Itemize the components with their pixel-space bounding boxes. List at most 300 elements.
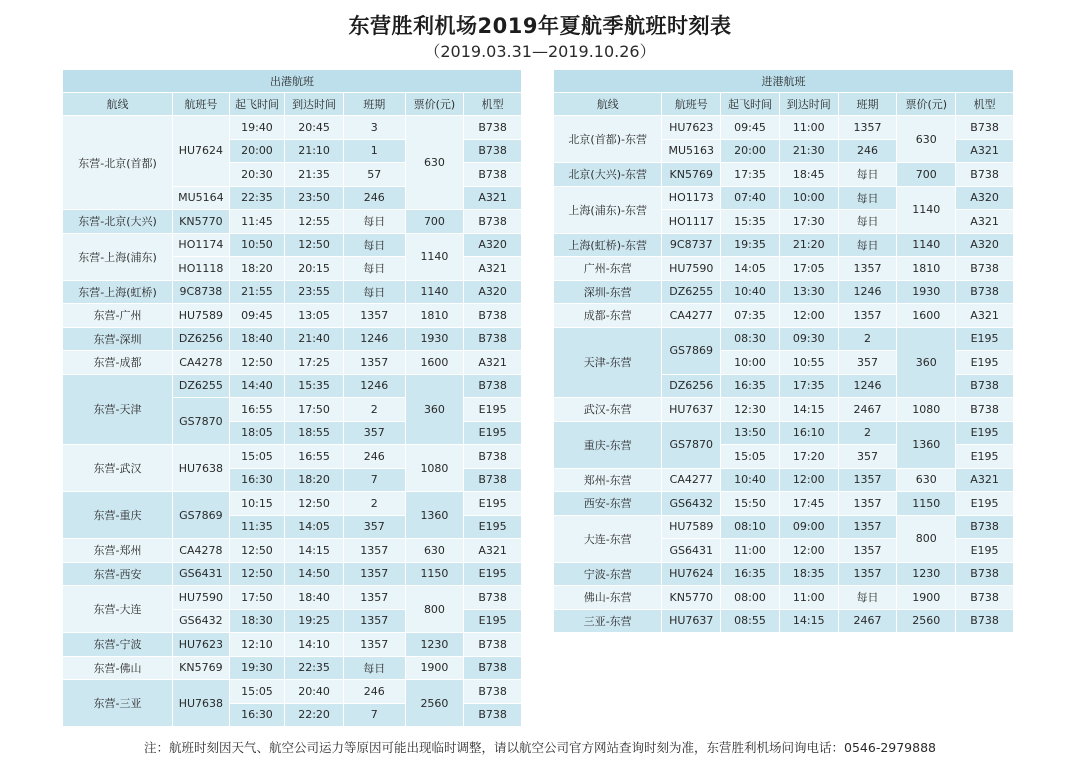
arrival-time-cell: 21:10 xyxy=(285,140,344,164)
schedule-days-cell: 246 xyxy=(344,445,406,469)
aircraft-type-cell: B738 xyxy=(956,586,1014,610)
arrival-time-cell: 10:00 xyxy=(780,187,839,211)
column-header: 班期 xyxy=(344,93,406,116)
table-row xyxy=(63,492,522,516)
departure-time-cell: 18:30 xyxy=(230,610,286,634)
aircraft-type-cell: B738 xyxy=(956,610,1014,634)
flight-number-cell: CA4278 xyxy=(173,539,230,563)
table-row xyxy=(63,539,522,563)
price-cell: 1360 xyxy=(897,422,956,469)
price-cell: 1930 xyxy=(406,328,465,352)
table-row xyxy=(63,375,522,399)
aircraft-type-cell: B738 xyxy=(956,281,1014,305)
departure-time-cell: 16:35 xyxy=(721,563,780,587)
arrival-time-cell: 23:55 xyxy=(285,281,344,305)
flight-number-cell: HU7589 xyxy=(173,304,230,328)
flight-number-cell: HU7637 xyxy=(662,610,721,634)
departure-time-cell: 20:00 xyxy=(721,140,780,164)
schedule-days-cell: 1357 xyxy=(839,304,898,328)
price-cell: 1230 xyxy=(406,633,465,657)
aircraft-type-cell: B738 xyxy=(956,398,1014,422)
arrival-time-cell: 21:30 xyxy=(780,140,839,164)
aircraft-type-cell: E195 xyxy=(956,445,1014,469)
schedule-days-cell: 57 xyxy=(344,163,406,187)
departure-time-cell: 17:35 xyxy=(721,163,780,187)
schedule-days-cell: 357 xyxy=(344,422,406,446)
arrival-time-cell: 17:20 xyxy=(780,445,839,469)
price-cell: 800 xyxy=(897,516,956,563)
aircraft-type-cell: B738 xyxy=(464,469,522,493)
schedule-days-cell: 1357 xyxy=(839,116,898,140)
page-subtitle: （2019.03.31—2019.10.26） xyxy=(424,42,656,61)
schedule-days-cell: 357 xyxy=(839,445,898,469)
aircraft-type-cell: B738 xyxy=(464,304,522,328)
arrival-time-cell: 21:40 xyxy=(285,328,344,352)
arrival-time-cell: 17:35 xyxy=(780,375,839,399)
table-row xyxy=(554,492,1014,516)
aircraft-type-cell: E195 xyxy=(956,351,1014,375)
arrival-time-cell: 14:15 xyxy=(285,539,344,563)
route-cell: 东营-天津 xyxy=(63,375,173,446)
flight-number-cell: KN5769 xyxy=(662,163,721,187)
departure-time-cell: 19:40 xyxy=(230,116,286,140)
price-cell: 1900 xyxy=(897,586,956,610)
aircraft-type-cell: E195 xyxy=(464,492,522,516)
schedule-days-cell: 2 xyxy=(839,422,898,446)
column-header: 机型 xyxy=(956,93,1014,116)
schedule-days-cell: 1357 xyxy=(839,492,898,516)
aircraft-type-cell: E195 xyxy=(464,398,522,422)
route-cell: 北京(首都)-东营 xyxy=(554,116,662,163)
aircraft-type-cell: A321 xyxy=(464,257,522,281)
schedule-days-cell: 每日 xyxy=(839,187,898,211)
route-cell: 天津-东营 xyxy=(554,328,662,399)
schedule-days-cell: 3 xyxy=(344,116,406,140)
departure-time-cell: 15:35 xyxy=(721,210,780,234)
flight-number-cell: GS6432 xyxy=(662,492,721,516)
route-cell: 佛山-东营 xyxy=(554,586,662,610)
table-row xyxy=(554,116,1014,140)
flight-number-cell: KN5769 xyxy=(173,657,230,681)
arrival-time-cell: 17:45 xyxy=(780,492,839,516)
aircraft-type-cell: A321 xyxy=(956,304,1014,328)
arrival-time-cell: 10:55 xyxy=(780,351,839,375)
schedule-days-cell: 357 xyxy=(344,516,406,540)
flight-number-cell: KN5770 xyxy=(173,210,230,234)
schedule-days-cell: 每日 xyxy=(344,210,406,234)
departure-time-cell: 16:35 xyxy=(721,375,780,399)
schedule-days-cell: 每日 xyxy=(839,163,898,187)
flight-number-cell: HU7638 xyxy=(173,680,230,727)
arrival-time-cell: 12:00 xyxy=(780,539,839,563)
route-cell: 成都-东营 xyxy=(554,304,662,328)
departure-time-cell: 09:45 xyxy=(230,304,286,328)
schedule-days-cell: 246 xyxy=(344,680,406,704)
aircraft-type-cell: A320 xyxy=(464,234,522,258)
column-header: 机型 xyxy=(464,93,522,116)
schedule-days-cell: 7 xyxy=(344,704,406,728)
aircraft-type-cell: B738 xyxy=(464,116,522,140)
route-cell: 东营-武汉 xyxy=(63,445,173,492)
route-cell: 东营-大连 xyxy=(63,586,173,633)
aircraft-type-cell: A320 xyxy=(464,281,522,305)
departure-time-cell: 16:30 xyxy=(230,469,286,493)
schedule-days-cell: 246 xyxy=(839,140,898,164)
aircraft-type-cell: B738 xyxy=(464,210,522,234)
route-cell: 东营-深圳 xyxy=(63,328,173,352)
flight-number-cell: HU7623 xyxy=(173,633,230,657)
inbound-table xyxy=(554,70,1014,633)
arrival-time-cell: 12:50 xyxy=(285,234,344,258)
arrival-time-cell: 14:15 xyxy=(780,398,839,422)
schedule-days-cell: 2 xyxy=(839,328,898,352)
schedule-days-cell: 1357 xyxy=(344,304,406,328)
aircraft-type-cell: E195 xyxy=(956,492,1014,516)
inbound-title: 进港航班 xyxy=(554,70,1014,93)
departure-time-cell: 12:30 xyxy=(721,398,780,422)
arrival-time-cell: 09:30 xyxy=(780,328,839,352)
schedule-days-cell: 2 xyxy=(344,492,406,516)
aircraft-type-cell: B738 xyxy=(464,586,522,610)
schedule-days-cell: 1357 xyxy=(344,351,406,375)
departure-time-cell: 07:35 xyxy=(721,304,780,328)
departure-time-cell: 20:00 xyxy=(230,140,286,164)
departure-time-cell: 07:40 xyxy=(721,187,780,211)
schedule-days-cell: 1357 xyxy=(344,586,406,610)
table-row xyxy=(554,281,1014,305)
table-row xyxy=(554,328,1014,352)
route-cell: 大连-东营 xyxy=(554,516,662,563)
table-row xyxy=(63,304,522,328)
aircraft-type-cell: B738 xyxy=(464,375,522,399)
column-header: 班期 xyxy=(839,93,898,116)
aircraft-type-cell: A320 xyxy=(956,187,1014,211)
column-header: 到达时间 xyxy=(285,93,344,116)
arrival-time-cell: 09:00 xyxy=(780,516,839,540)
aircraft-type-cell: B738 xyxy=(464,680,522,704)
schedule-days-cell: 1357 xyxy=(344,539,406,563)
arrival-time-cell: 12:55 xyxy=(285,210,344,234)
table-row xyxy=(554,516,1014,540)
schedule-days-cell: 1357 xyxy=(344,633,406,657)
schedule-days-cell: 每日 xyxy=(344,281,406,305)
departure-time-cell: 21:55 xyxy=(230,281,286,305)
aircraft-type-cell: E195 xyxy=(956,328,1014,352)
flight-number-cell: GS6432 xyxy=(173,610,230,634)
flight-number-cell: HU7590 xyxy=(662,257,721,281)
flight-number-cell: CA4277 xyxy=(662,469,721,493)
schedule-days-cell: 每日 xyxy=(839,210,898,234)
arrival-time-cell: 12:00 xyxy=(780,304,839,328)
flight-number-cell: HO1173 xyxy=(662,187,721,211)
route-cell: 重庆-东营 xyxy=(554,422,662,469)
column-header: 航线 xyxy=(554,93,662,116)
departure-time-cell: 12:50 xyxy=(230,563,286,587)
departure-time-cell: 15:05 xyxy=(230,680,286,704)
departure-time-cell: 08:55 xyxy=(721,610,780,634)
aircraft-type-cell: E195 xyxy=(464,516,522,540)
route-cell: 东营-郑州 xyxy=(63,539,173,563)
schedule-days-cell: 1 xyxy=(344,140,406,164)
schedule-days-cell: 每日 xyxy=(839,586,898,610)
arrival-time-cell: 17:50 xyxy=(285,398,344,422)
schedule-days-cell: 每日 xyxy=(344,257,406,281)
arrival-time-cell: 18:45 xyxy=(780,163,839,187)
schedule-days-cell: 1246 xyxy=(839,375,898,399)
route-cell: 宁波-东营 xyxy=(554,563,662,587)
schedule-days-cell: 2467 xyxy=(839,398,898,422)
flight-number-cell: 9C8737 xyxy=(662,234,721,258)
flight-number-cell: GS7869 xyxy=(662,328,721,375)
price-cell: 1140 xyxy=(406,234,465,281)
departure-time-cell: 10:15 xyxy=(230,492,286,516)
flight-number-cell: HU7589 xyxy=(662,516,721,540)
outbound-rows xyxy=(63,116,522,727)
departure-time-cell: 16:55 xyxy=(230,398,286,422)
aircraft-type-cell: E195 xyxy=(464,422,522,446)
table-row xyxy=(554,304,1014,328)
arrival-time-cell: 17:05 xyxy=(780,257,839,281)
aircraft-type-cell: E195 xyxy=(956,539,1014,563)
arrival-time-cell: 17:30 xyxy=(780,210,839,234)
outbound-title: 出港航班 xyxy=(63,70,522,93)
departure-time-cell: 14:05 xyxy=(721,257,780,281)
price-cell: 1150 xyxy=(897,492,956,516)
flight-number-cell: HU7624 xyxy=(173,116,230,187)
table-row xyxy=(63,657,522,681)
flight-number-cell: GS7870 xyxy=(662,422,721,469)
route-cell: 上海(浦东)-东营 xyxy=(554,187,662,234)
route-cell: 东营-宁波 xyxy=(63,633,173,657)
departure-time-cell: 12:10 xyxy=(230,633,286,657)
schedule-days-cell: 246 xyxy=(344,187,406,211)
schedule-days-cell: 1357 xyxy=(839,257,898,281)
table-row xyxy=(63,328,522,352)
table-row xyxy=(63,680,522,704)
schedule-days-cell: 2467 xyxy=(839,610,898,634)
table-row xyxy=(554,163,1014,187)
price-cell: 360 xyxy=(897,328,956,399)
aircraft-type-cell: B738 xyxy=(464,140,522,164)
price-cell: 700 xyxy=(406,210,465,234)
flight-number-cell: 9C8738 xyxy=(173,281,230,305)
price-cell: 1140 xyxy=(406,281,465,305)
schedule-days-cell: 357 xyxy=(839,351,898,375)
arrival-time-cell: 18:55 xyxy=(285,422,344,446)
table-row xyxy=(63,633,522,657)
arrival-time-cell: 14:50 xyxy=(285,563,344,587)
table-row xyxy=(63,281,522,305)
column-header: 起飞时间 xyxy=(230,93,286,116)
schedule-days-cell: 1357 xyxy=(839,563,898,587)
arrival-time-cell: 23:50 xyxy=(285,187,344,211)
route-cell: 深圳-东营 xyxy=(554,281,662,305)
column-header: 航线 xyxy=(63,93,173,116)
inbound-rows xyxy=(554,116,1014,633)
column-header: 票价(元) xyxy=(406,93,465,116)
departure-time-cell: 08:00 xyxy=(721,586,780,610)
arrival-time-cell: 20:45 xyxy=(285,116,344,140)
arrival-time-cell: 22:35 xyxy=(285,657,344,681)
route-cell: 东营-北京(首都) xyxy=(63,116,173,210)
table-row xyxy=(554,610,1014,634)
column-header: 到达时间 xyxy=(780,93,839,116)
departure-time-cell: 15:05 xyxy=(230,445,286,469)
departure-time-cell: 20:30 xyxy=(230,163,286,187)
departure-time-cell: 12:50 xyxy=(230,351,286,375)
flight-number-cell: HU7590 xyxy=(173,586,230,610)
departure-time-cell: 11:00 xyxy=(721,539,780,563)
departure-time-cell: 17:50 xyxy=(230,586,286,610)
flight-number-cell: HO1117 xyxy=(662,210,721,234)
price-cell: 1080 xyxy=(406,445,465,492)
departure-time-cell: 10:40 xyxy=(721,469,780,493)
aircraft-type-cell: B738 xyxy=(956,116,1014,140)
route-cell: 武汉-东营 xyxy=(554,398,662,422)
arrival-time-cell: 13:05 xyxy=(285,304,344,328)
table-row xyxy=(63,563,522,587)
aircraft-type-cell: B738 xyxy=(956,163,1014,187)
flight-number-cell: HU7638 xyxy=(173,445,230,492)
route-cell: 东营-成都 xyxy=(63,351,173,375)
arrival-time-cell: 12:00 xyxy=(780,469,839,493)
arrival-time-cell: 18:20 xyxy=(285,469,344,493)
table-row xyxy=(63,210,522,234)
route-cell: 上海(虹桥)-东营 xyxy=(554,234,662,258)
route-cell: 东营-西安 xyxy=(63,563,173,587)
departure-time-cell: 22:35 xyxy=(230,187,286,211)
price-cell: 700 xyxy=(897,163,956,187)
schedule-days-cell: 1246 xyxy=(344,328,406,352)
aircraft-type-cell: A321 xyxy=(464,351,522,375)
route-cell: 东营-佛山 xyxy=(63,657,173,681)
flight-number-cell: GS7869 xyxy=(173,492,230,539)
arrival-time-cell: 15:35 xyxy=(285,375,344,399)
aircraft-type-cell: B738 xyxy=(956,516,1014,540)
flight-number-cell: HU7624 xyxy=(662,563,721,587)
table-row xyxy=(63,351,522,375)
schedule-days-cell: 1357 xyxy=(344,563,406,587)
route-cell: 东营-三亚 xyxy=(63,680,173,727)
aircraft-type-cell: A321 xyxy=(956,469,1014,493)
route-cell: 北京(大兴)-东营 xyxy=(554,163,662,187)
schedule-days-cell: 1357 xyxy=(344,610,406,634)
departure-time-cell: 15:05 xyxy=(721,445,780,469)
arrival-time-cell: 22:20 xyxy=(285,704,344,728)
aircraft-type-cell: A321 xyxy=(464,187,522,211)
price-cell: 1600 xyxy=(897,304,956,328)
table-row xyxy=(63,234,522,258)
price-cell: 1140 xyxy=(897,187,956,234)
flight-number-cell: HU7623 xyxy=(662,116,721,140)
price-cell: 1900 xyxy=(406,657,465,681)
schedule-days-cell: 7 xyxy=(344,469,406,493)
column-header: 起飞时间 xyxy=(721,93,780,116)
flight-number-cell: GS6431 xyxy=(173,563,230,587)
schedule-days-cell: 每日 xyxy=(344,234,406,258)
route-cell: 东营-北京(大兴) xyxy=(63,210,173,234)
arrival-time-cell: 11:00 xyxy=(780,586,839,610)
flight-number-cell: DZ6255 xyxy=(173,375,230,399)
departure-time-cell: 15:50 xyxy=(721,492,780,516)
departure-time-cell: 12:50 xyxy=(230,539,286,563)
departure-time-cell: 18:20 xyxy=(230,257,286,281)
arrival-time-cell: 16:55 xyxy=(285,445,344,469)
departure-time-cell: 08:30 xyxy=(721,328,780,352)
departure-time-cell: 10:00 xyxy=(721,351,780,375)
table-row xyxy=(554,234,1014,258)
schedule-days-cell: 1357 xyxy=(839,469,898,493)
departure-time-cell: 16:30 xyxy=(230,704,286,728)
schedule-days-cell: 每日 xyxy=(839,234,898,258)
flight-number-cell: MU5163 xyxy=(662,140,721,164)
aircraft-type-cell: B738 xyxy=(464,633,522,657)
aircraft-type-cell: A320 xyxy=(956,234,1014,258)
price-cell: 1360 xyxy=(406,492,465,539)
flight-number-cell: GS6431 xyxy=(662,539,721,563)
table-row xyxy=(554,563,1014,587)
aircraft-type-cell: A321 xyxy=(464,539,522,563)
departure-time-cell: 19:30 xyxy=(230,657,286,681)
price-cell: 2560 xyxy=(406,680,465,727)
schedule-days-cell: 每日 xyxy=(344,657,406,681)
page-title: 东营胜利机场2019年夏航季航班时刻表 xyxy=(348,14,732,38)
departure-time-cell: 11:45 xyxy=(230,210,286,234)
arrival-time-cell: 12:50 xyxy=(285,492,344,516)
arrival-time-cell: 14:10 xyxy=(285,633,344,657)
schedule-days-cell: 1357 xyxy=(839,539,898,563)
price-cell: 630 xyxy=(406,539,465,563)
price-cell: 1810 xyxy=(406,304,465,328)
table-row xyxy=(63,116,522,140)
flight-number-cell: DZ6255 xyxy=(662,281,721,305)
schedule-days-cell: 1246 xyxy=(344,375,406,399)
flight-number-cell: GS7870 xyxy=(173,398,230,445)
arrival-time-cell: 16:10 xyxy=(780,422,839,446)
departure-time-cell: 11:35 xyxy=(230,516,286,540)
price-cell: 2560 xyxy=(897,610,956,634)
aircraft-type-cell: A321 xyxy=(956,140,1014,164)
arrival-time-cell: 13:30 xyxy=(780,281,839,305)
arrival-time-cell: 21:20 xyxy=(780,234,839,258)
price-cell: 800 xyxy=(406,586,465,633)
price-cell: 630 xyxy=(406,116,465,210)
column-header: 航班号 xyxy=(662,93,721,116)
price-cell: 1150 xyxy=(406,563,465,587)
table-row xyxy=(554,469,1014,493)
arrival-time-cell: 19:25 xyxy=(285,610,344,634)
arrival-time-cell: 20:15 xyxy=(285,257,344,281)
outbound-table xyxy=(63,70,522,727)
column-header: 航班号 xyxy=(173,93,230,116)
arrival-time-cell: 21:35 xyxy=(285,163,344,187)
price-cell: 1230 xyxy=(897,563,956,587)
table-row xyxy=(63,586,522,610)
table-row xyxy=(554,398,1014,422)
route-cell: 东营-上海(虹桥) xyxy=(63,281,173,305)
route-cell: 广州-东营 xyxy=(554,257,662,281)
aircraft-type-cell: B738 xyxy=(464,163,522,187)
table-row xyxy=(554,422,1014,446)
aircraft-type-cell: E195 xyxy=(464,610,522,634)
departure-time-cell: 08:10 xyxy=(721,516,780,540)
schedule-days-cell: 1357 xyxy=(839,516,898,540)
aircraft-type-cell: A321 xyxy=(956,210,1014,234)
aircraft-type-cell: B738 xyxy=(956,257,1014,281)
column-header: 票价(元) xyxy=(897,93,956,116)
schedule-days-cell: 2 xyxy=(344,398,406,422)
arrival-time-cell: 14:15 xyxy=(780,610,839,634)
